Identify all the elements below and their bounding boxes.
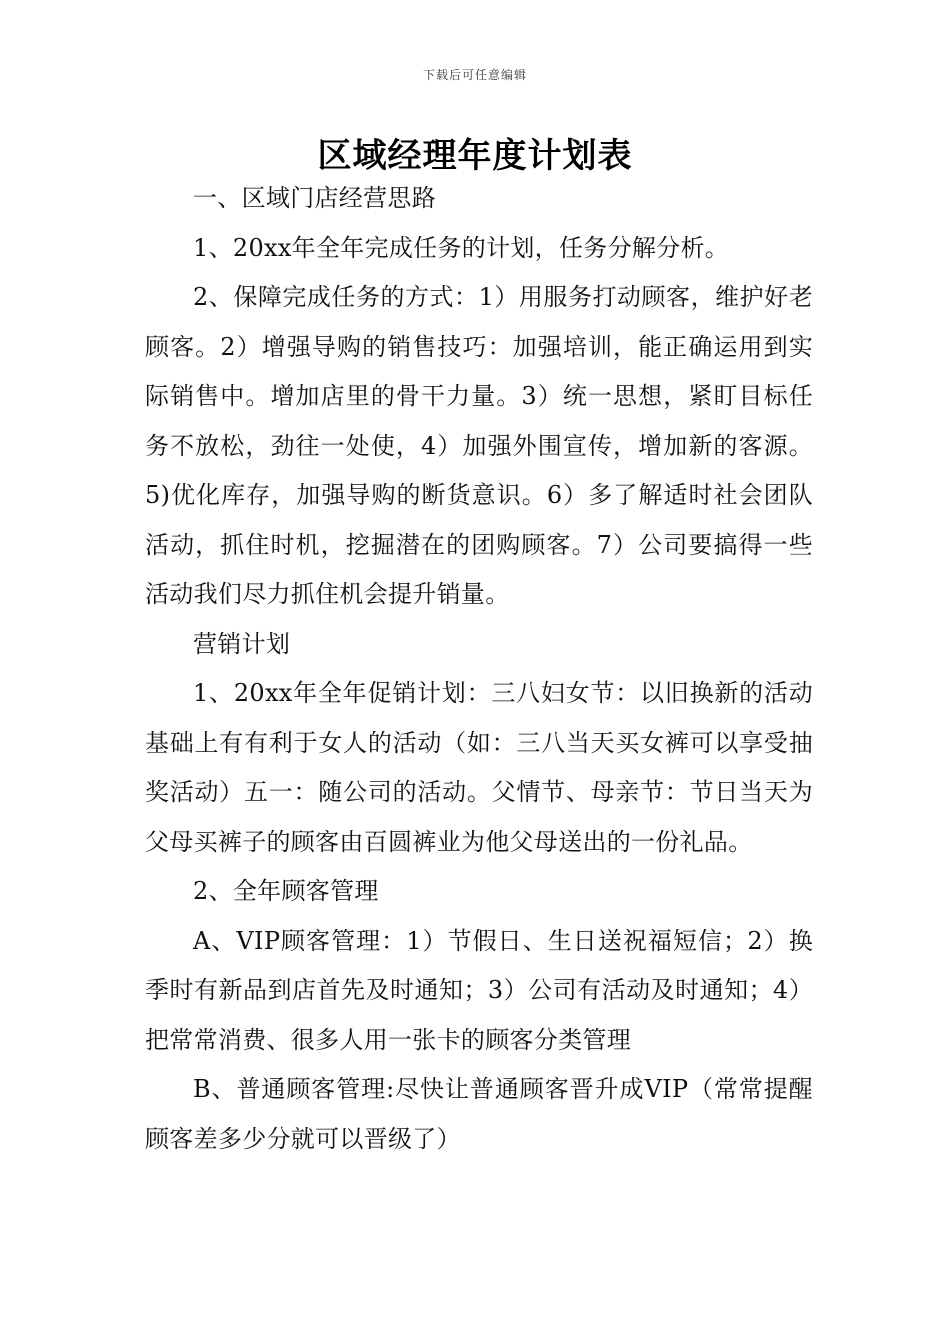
document-body	[145, 174, 813, 1164]
header-note: 下载后可任意编辑	[422, 68, 527, 82]
paragraph-promotion-plan: 1、20xx年全年促销计划：三八妇女节：以旧换新的活动基础上有有利于女人的活动（如：三八当天买女裤可以享受抽奖活动）五一：随公司的活动。父情节、母亲节：节日当天为父母买裤子的顾客由百圆裤业为他父母送出的一份礼品。	[145, 679, 813, 856]
paragraph-annual-task-plan: 1、20xx年全年完成任务的计划，任务分解分析。	[193, 233, 730, 262]
section-heading-customer-management: 2、全年顾客管理	[193, 877, 379, 905]
section-heading-store-strategy: 一、区域门店经营思路	[193, 184, 436, 212]
document-title: 区域经理年度计划表	[317, 136, 633, 176]
paragraph-task-methods: 2、保障完成任务的方式：1）用服务打动顾客，维护好老顾客。2）增强导购的销售技巧：加强培训，能正确运用到实际销售中。增加店里的骨干力量。3）统一思想，紧盯目标任务不放松，劲往一处使，4）加强外围宣传，增加新的客源。5)优化库存，加强导购的断货意识。6）多了解适时社会团队活动，抓住时机，挖掘潜在的团购顾客。7）公司要搞得一些活动我们尽力抓住机会提升销量。	[145, 283, 813, 608]
paragraph-vip-customer-management: A、VIP顾客管理：1）节假日、生日送祝福短信；2）换季时有新品到店首先及时通知；3）公司有活动及时通知；4）把常常消费、很多人用一张卡的顾客分类管理	[145, 926, 813, 1054]
section-heading-marketing-plan: 营销计划	[193, 629, 291, 658]
paragraph-regular-customer-management: B、普通顾客管理:尽快让普通顾客晋升成VIP（常常提醒顾客差多少分就可以晋级了）	[145, 1075, 813, 1153]
